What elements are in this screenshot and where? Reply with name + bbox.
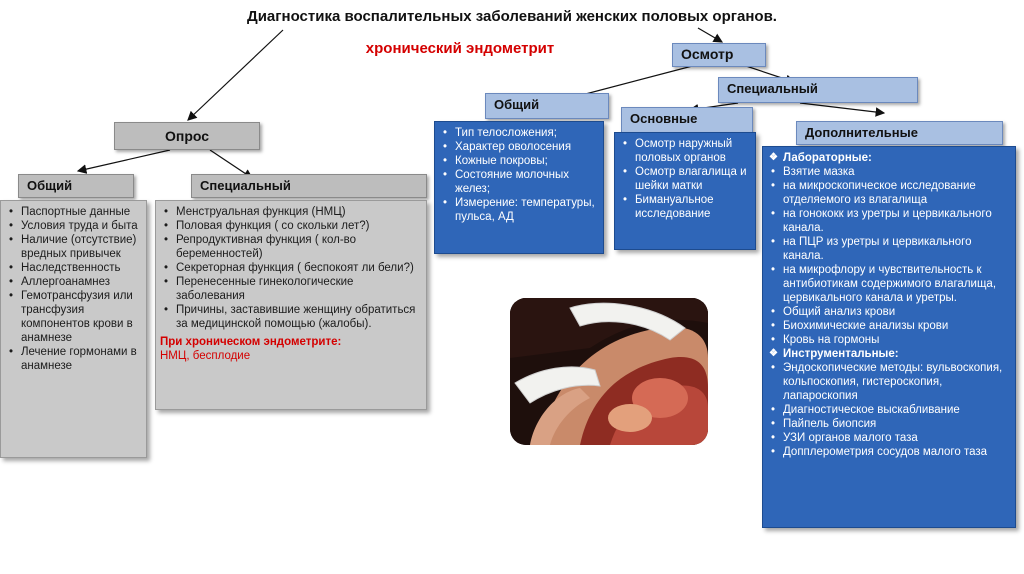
list-item: • Измерение: температуры, пульса, АД: [455, 196, 597, 224]
lab-item: • на гонококк из уретры и цервикального канала.: [783, 207, 1009, 235]
list-item: • Паспортные данные: [21, 205, 140, 219]
arrow-title-to-osmotr: [698, 28, 722, 42]
osmotr-obshiy-list: [434, 121, 604, 254]
list-item: • Тип телосложения;: [455, 126, 597, 140]
page-subtitle: хронический эндометрит: [365, 40, 555, 57]
lab-item: • на ПЦР из уретры и цервикального канала.: [783, 235, 1009, 263]
list-item: • Условия труда и быта: [21, 219, 140, 233]
arrow-title-to-opros: [188, 30, 283, 120]
opros-header: Опрос: [114, 122, 260, 150]
instr-item: • Эндоскопические методы: вульвоскопия, кольпоскопия, гистероскопия, лапароскопия: [783, 361, 1009, 403]
page-title: Диагностика воспалительных заболеваний женских половых органов.: [247, 8, 777, 25]
osmotr-obshiy-header: Общий: [485, 93, 609, 119]
list-item: • Наличие (отсутствие) вредных привычек: [21, 233, 140, 261]
lab-item: • на микроскопическое исследование отделяемого из влагалища: [783, 179, 1009, 207]
arrow-specialniy-to-dopolnitelnye: [800, 103, 884, 113]
list-item: • Состояние молочных желез;: [455, 168, 597, 196]
opros-specialniy-header: Специальный: [191, 174, 427, 198]
opros-obshiy-list: [0, 200, 147, 458]
lab-item: • Биохимические анализы крови: [783, 319, 1009, 333]
opros-obshiy-header: Общий: [18, 174, 134, 198]
list-item: • Репродуктивная функция ( кол-во беременностей): [176, 233, 420, 261]
osnovnye-header: Основные: [621, 107, 753, 133]
osnovnye-list: [614, 132, 756, 250]
list-item: • Половая функция ( со скольки лет?): [176, 219, 420, 233]
instr-item: • Допплерометрия сосудов малого таза: [783, 445, 1009, 459]
osmotr-header: Осмотр: [672, 43, 766, 67]
lab-item: • на микрофлору и чувствительность к антибиотикам содержимого влагалища, цервикального канала и уретры.: [783, 263, 1009, 305]
list-item: • Осмотр наружный половых органов: [635, 137, 749, 165]
instr-item: • УЗИ органов малого таза: [783, 431, 1009, 445]
osmotr-specialniy-header: Специальный: [718, 77, 918, 103]
list-item: • Наследственность: [21, 261, 140, 275]
list-item: • Характер оволосения: [455, 140, 597, 154]
chronic-endometritis-note: НМЦ, бесплодие: [160, 350, 251, 362]
arrow-opros-to-obshiy: [78, 150, 170, 171]
list-item: • Секреторная функция ( беспокоят ли бели?): [176, 261, 420, 275]
lab-item: • Кровь на гормоны: [783, 333, 1009, 347]
list-item: • Лечение гормонами в анамнезе: [21, 345, 140, 373]
dopolnitelnye-header: Дополнительные: [796, 121, 1003, 145]
instr-item: • Пайпель биопсия: [783, 417, 1009, 431]
instr-heading: ❖ Инструментальные:: [783, 347, 1009, 361]
dopolnitelnye-list: [762, 146, 1016, 528]
list-item: • Менструальная функция (НМЦ): [176, 205, 420, 219]
list-item: • Бимануальное исследование: [635, 193, 749, 221]
list-item: • Кожные покровы;: [455, 154, 597, 168]
opros-specialniy-list: [155, 200, 427, 410]
gynecological-exam-illustration: [510, 298, 708, 445]
list-item: • Аллергоанамнез: [21, 275, 140, 289]
chronic-endometritis-heading: При хроническом эндометрите:: [160, 336, 342, 348]
list-item: • Осмотр влагалища и шейки матки: [635, 165, 749, 193]
lab-heading: ❖ Лабораторные:: [783, 151, 1009, 165]
lab-item: • Общий анализ крови: [783, 305, 1009, 319]
list-item: • Гемотрансфузия или трансфузия компонентов крови в анамнезе: [21, 289, 140, 345]
lab-item: • Взятие мазка: [783, 165, 1009, 179]
instr-item: • Диагностическое выскабливание: [783, 403, 1009, 417]
list-item: • Причины, заставившие женщину обратиться за медицинской помощью (жалобы).: [176, 303, 420, 331]
list-item: • Перенесенные гинекологические заболевания: [176, 275, 420, 303]
